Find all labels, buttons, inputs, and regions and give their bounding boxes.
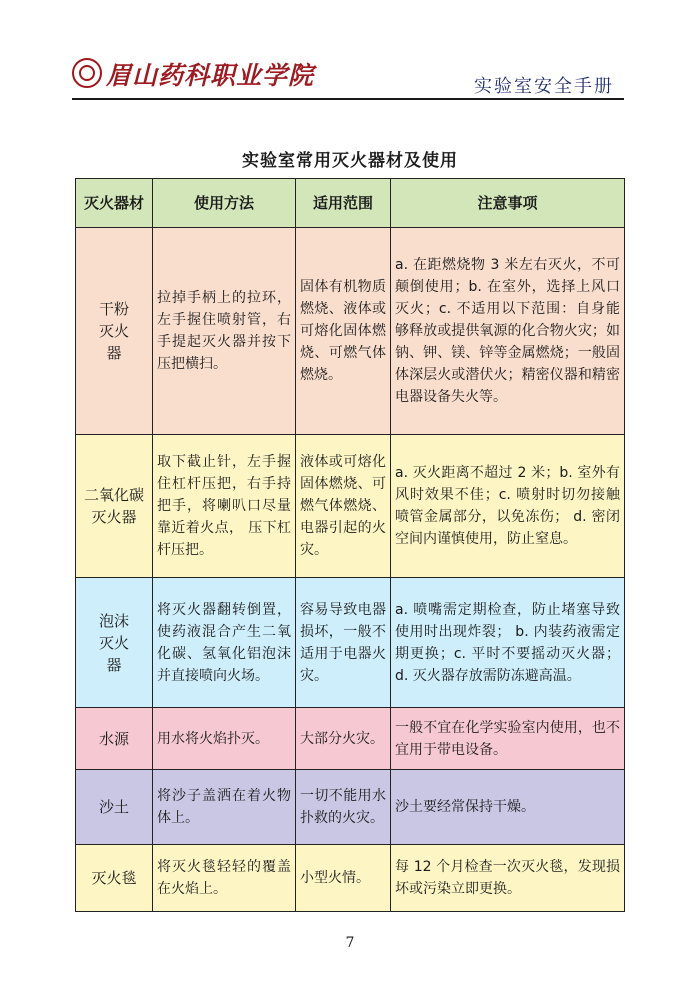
table-row: [76, 435, 625, 578]
usage-method: 将灭火毯轻轻的覆盖在火焰上。: [153, 845, 296, 912]
applicable-scope: 固体有机物质燃烧、液体或可熔化固体燃烧、可燃气体燃烧。: [296, 228, 391, 435]
usage-method: 将沙子盖洒在着火物体上。: [153, 770, 296, 845]
equipment-name: 沙土: [76, 770, 153, 845]
precautions: 每 12 个月检查一次灭火毯，发现损坏或污染立即更换。: [391, 845, 625, 912]
column-header-notes: 注意事项: [391, 179, 625, 228]
applicable-scope: 一切不能用水扑救的火灾。: [296, 770, 391, 845]
equipment-name: 水源: [76, 708, 153, 770]
page-number: 7: [345, 935, 355, 951]
college-seal-icon: [72, 58, 102, 88]
table-header-row: [76, 179, 625, 228]
column-header-scope: 适用范围: [296, 179, 391, 228]
applicable-scope: 容易导致电器损坏，一般不适用于电器火灾。: [296, 578, 391, 708]
college-logo-text: 眉山药科职业学院: [106, 61, 315, 90]
applicable-scope: 大部分火灾。: [296, 708, 391, 770]
table-row: [76, 578, 625, 708]
page-header: [72, 52, 624, 102]
table-row: [76, 228, 625, 435]
precautions: a. 喷嘴需定期检查，防止堵塞导致使用时出现炸裂； b. 内装药液需定期更换；c. 平时不要摇动灭火器；d. 灭火器存放需防冻避高温。: [391, 578, 625, 708]
usage-method: 取下截止针，左手握住杠杆压把，右手持把手，将喇叭口尽量靠近着火点， 压下杠杆压把。: [153, 435, 296, 578]
precautions: 沙土要经常保持干燥。: [391, 770, 625, 845]
equipment-name: 泡沫灭火器: [76, 578, 153, 708]
precautions: a. 在距燃烧物 3 米左右灭火，不可颠倒使用；b. 在室外，选择上风口灭火；c. 不适用以下范围：自身能够释放或提供氧源的化合物火灾；如钠、钾、镁、锌等金属燃烧；一般固体深层火或潜伏火；精密仪器和精密电器设备失火等。: [391, 228, 625, 435]
column-header-equipment: 灭火器材: [76, 179, 153, 228]
column-header-method: 使用方法: [153, 179, 296, 228]
applicable-scope: 小型火情。: [296, 845, 391, 912]
usage-method: 将灭火器翻转倒置，使药液混合产生二氧化碳、氢氧化铝泡沫并直接喷向火场。: [153, 578, 296, 708]
table-row: [76, 845, 625, 912]
precautions: 一般不宜在化学实验室内使用，也不宜用于带电设备。: [391, 708, 625, 770]
equipment-name: 二氧化碳灭火器: [76, 435, 153, 578]
extinguisher-table: [75, 178, 625, 912]
header-divider: [72, 98, 624, 100]
usage-method: 用水将火焰扑灭。: [153, 708, 296, 770]
usage-method: 拉掉手柄上的拉环，左手握住喷射管，右手提起灭火器并按下压把横扫。: [153, 228, 296, 435]
section-title: 实验室常用灭火器材及使用: [242, 151, 458, 171]
document-title: 实验室安全手册: [474, 76, 614, 97]
table-row: [76, 708, 625, 770]
precautions: a. 灭火距离不超过 2 米；b. 室外有风时效果不佳；c. 喷射时切勿接触喷管金属部分，以免冻伤； d. 密闭空间内谨慎使用，防止窒息。: [391, 435, 625, 578]
equipment-name: 灭火毯: [76, 845, 153, 912]
table-row: [76, 770, 625, 845]
applicable-scope: 液体或可熔化固体燃烧、可燃气体燃烧、电器引起的火灾。: [296, 435, 391, 578]
equipment-name: 干粉灭火器: [76, 228, 153, 435]
